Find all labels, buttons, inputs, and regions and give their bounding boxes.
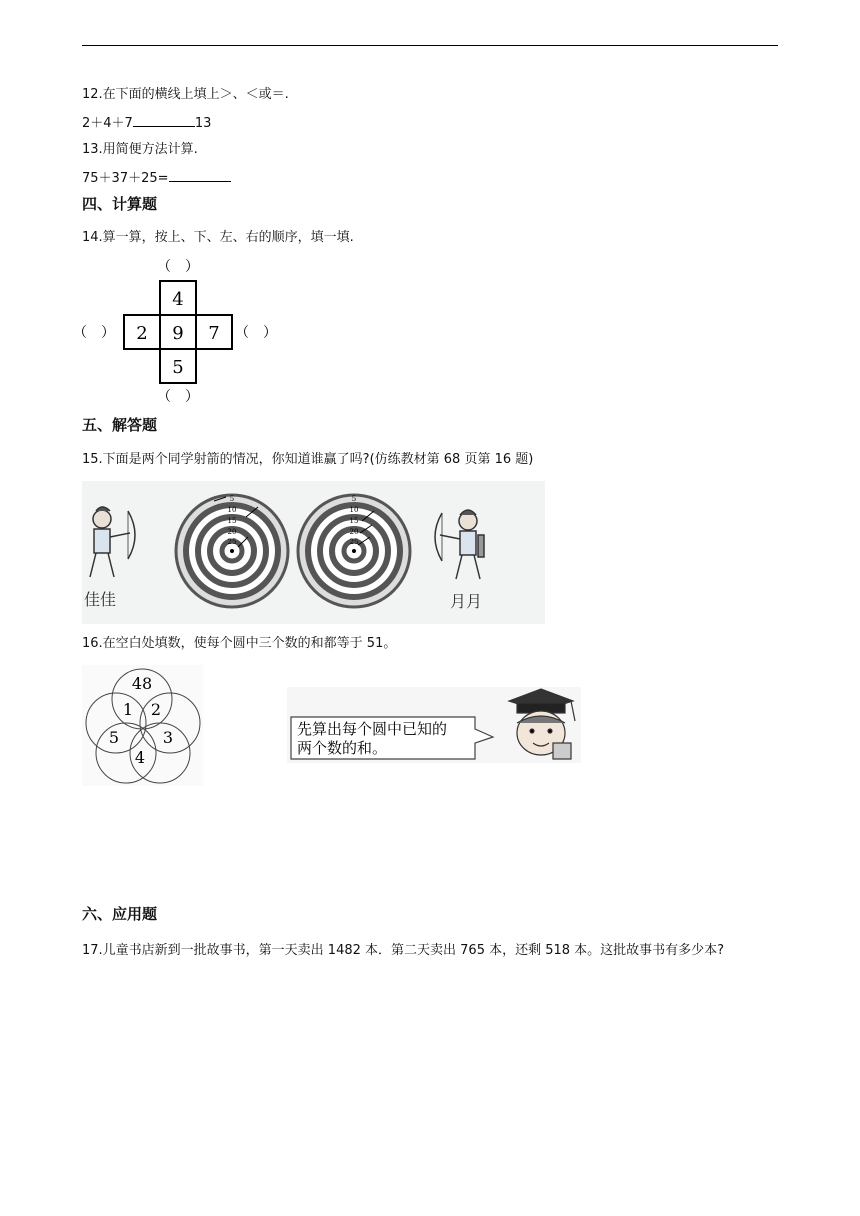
target-right-ring-label: 10 — [349, 506, 359, 514]
q14-cross-figure — [73, 255, 280, 405]
q14-paren-left: （ ） — [73, 325, 115, 341]
q13-expression — [82, 169, 231, 188]
section-5-title: 五、解答题 — [82, 416, 158, 434]
q16-num-bottom: 4 — [134, 748, 146, 767]
q14-paren-top: （ ） — [157, 259, 199, 275]
q16-num-left-lower: 5 — [108, 728, 120, 747]
q12-prompt: 12.在下面的横线上填上＞、＜或＝. — [82, 87, 289, 102]
header-rule — [82, 45, 778, 46]
q15-archery-figure — [82, 481, 545, 624]
target-right-ring-label: 15 — [349, 517, 359, 525]
hint-line-1: 先算出每个圆中已知的 — [297, 720, 448, 738]
q16-num-right-lower: 3 — [162, 728, 174, 747]
archer-right-name: 月月 — [450, 592, 483, 611]
section-6-title: 六、应用题 — [82, 905, 158, 923]
q16-num-right-upper: 2 — [150, 700, 162, 719]
q16-hint-figure — [287, 687, 581, 763]
target-left-ring-label: 15 — [227, 517, 237, 525]
q15-prompt: 15.下面是两个同学射箭的情况，你知道谁赢了吗?(仿练教材第 68 页第 16 题) — [82, 452, 534, 467]
q14-paren-bottom: （ ） — [157, 389, 199, 405]
q14-cell-top: 4 — [172, 289, 184, 310]
target-left-ring-label: 5 — [229, 495, 235, 503]
q12-expr-right: 13 — [194, 116, 212, 131]
q16-num-left-upper: 1 — [122, 700, 134, 719]
target-right-ring-label: 20 — [349, 528, 359, 536]
target-left-ring-label: 10 — [227, 506, 237, 514]
q14-cell-left: 2 — [136, 323, 148, 344]
q14-prompt: 14.算一算，按上、下、左、右的顺序，填一填. — [82, 230, 354, 245]
q13-answer-blank[interactable] — [169, 169, 231, 182]
q12-expression — [82, 114, 211, 133]
section-4-title: 四、计算题 — [82, 195, 158, 213]
q16-prompt: 16.在空白处填数，使每个圆中三个数的和都等于 51。 — [82, 636, 397, 651]
q12-answer-blank[interactable] — [133, 114, 195, 127]
q17-prompt: 17.儿童书店新到一批故事书，第一天卖出 1482 本．第二天卖出 765 本，还剩 518 本。这批故事书有多少本? — [82, 943, 725, 958]
target-right-ring-label: 5 — [351, 495, 357, 503]
target-left-ring-label: 20 — [227, 528, 237, 536]
q13-prompt: 13.用简便方法计算. — [82, 142, 198, 157]
q13-expr: 75＋37＋25= — [82, 171, 169, 186]
target-left-ring-label: 25 — [227, 538, 237, 546]
target-right-ring-label: 25 — [349, 538, 359, 546]
q14-paren-right: （ ） — [235, 325, 277, 341]
q12-expr-left: 2＋4＋7 — [82, 116, 133, 131]
archer-left-name: 佳佳 — [84, 590, 117, 609]
q14-cell-bottom: 5 — [172, 357, 184, 378]
hint-line-2: 两个数的和。 — [297, 739, 388, 757]
q16-circles-figure — [82, 665, 203, 786]
q14-cell-right: 7 — [208, 323, 220, 344]
q16-num-top: 48 — [131, 674, 153, 693]
q14-cell-center: 9 — [172, 323, 184, 344]
